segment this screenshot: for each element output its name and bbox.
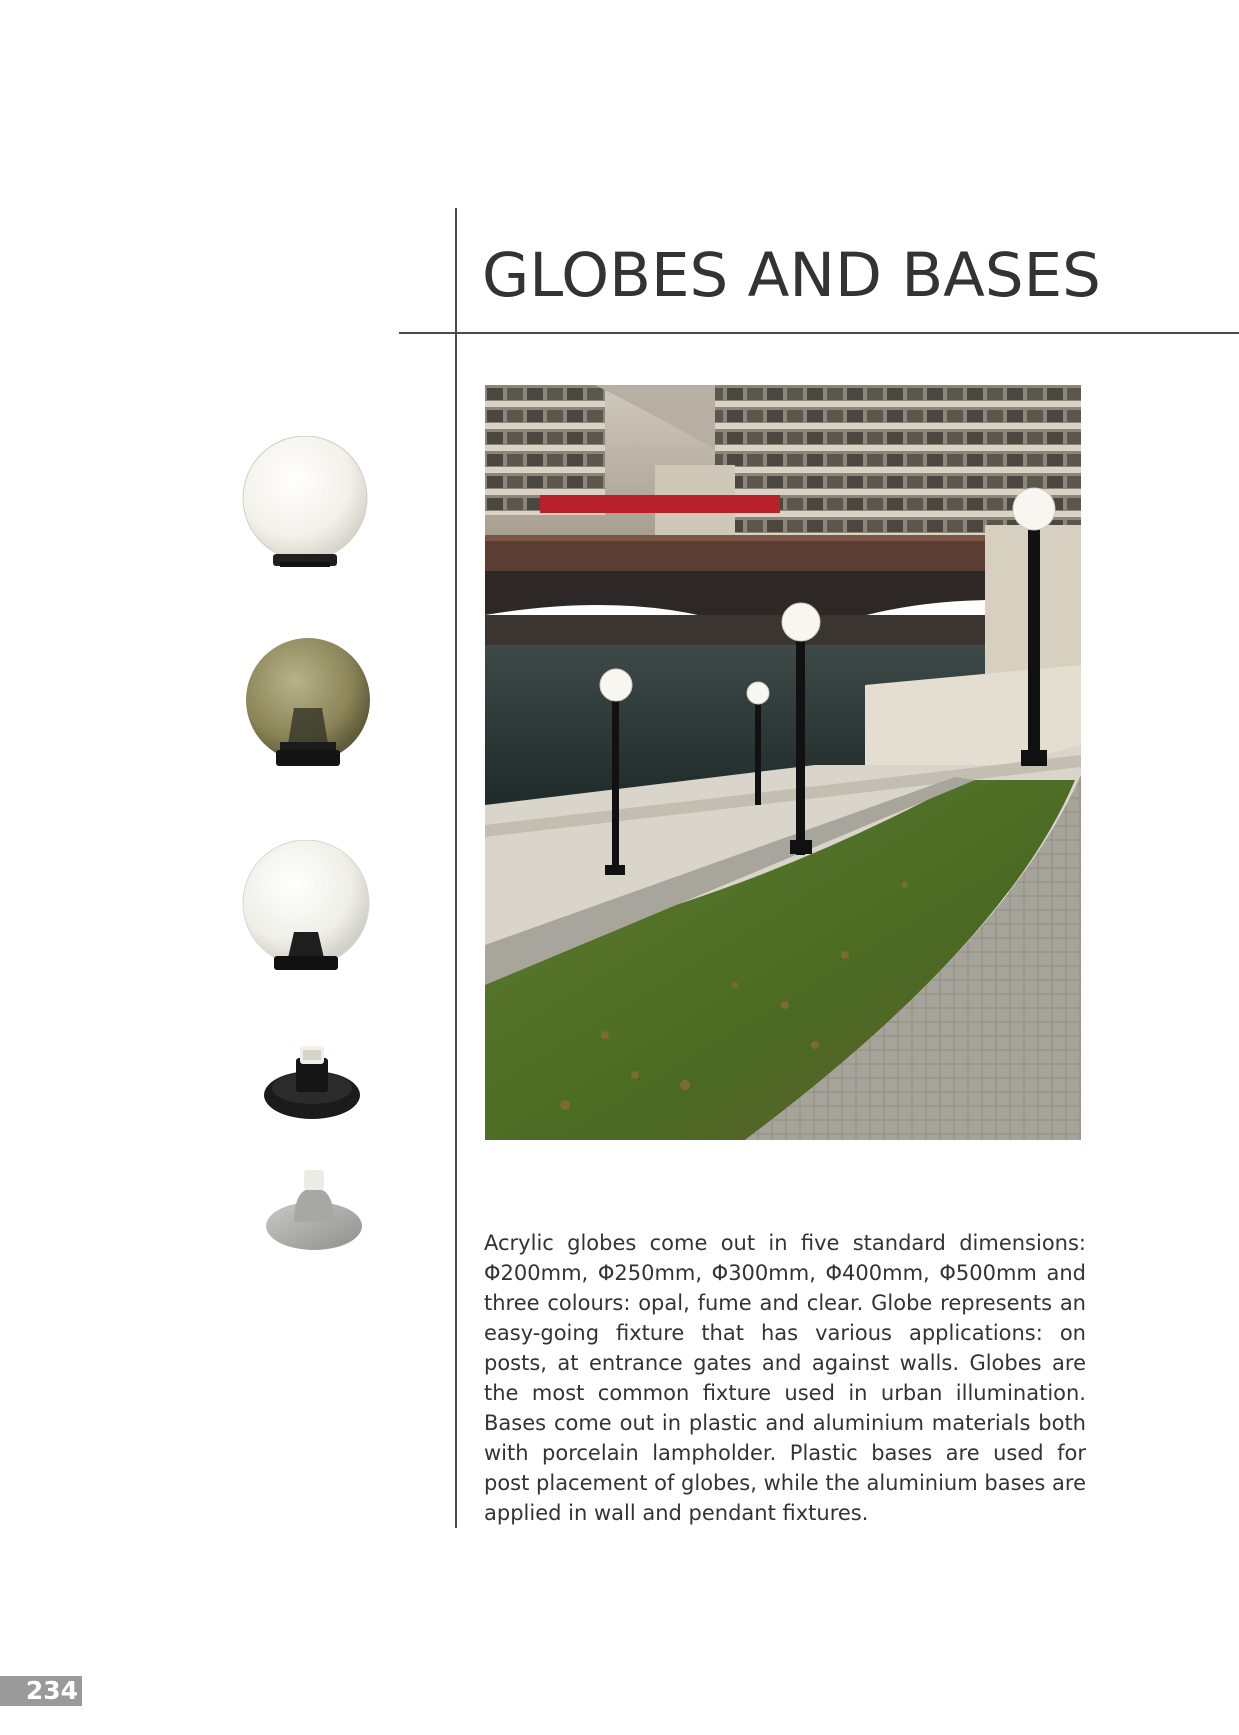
clear-globe-icon: [240, 840, 372, 980]
vertical-rule: [455, 208, 457, 1528]
fume-globe-icon: [244, 638, 374, 776]
description-paragraph: Acrylic globes come out in five standard dimensions: Φ200mm, Φ250mm, Φ300mm, Φ400mm, Φ500mm and three colours: opal, fume and clear. Globe represents an easy-going fixture that has various applications: on posts, at entrance gates and against walls. Globes are the most common fixture used in urban illumination. Bases come out in plastic and aluminium materials both with porcelain lampholder. Plastic bases are used for post placement of globes, while the aluminium bases are applied in wall and pendant fixtures.: [484, 1231, 1087, 1525]
page-number: 234: [0, 1676, 82, 1706]
aluminium-base-icon: [264, 1166, 364, 1254]
horizontal-rule: [399, 332, 1239, 334]
opal-globe-icon: [240, 436, 370, 576]
page-title: GLOBES AND BASES: [482, 240, 1101, 311]
plastic-base-icon: [262, 1040, 362, 1124]
riverside-lamp-photo: [485, 385, 1081, 1140]
